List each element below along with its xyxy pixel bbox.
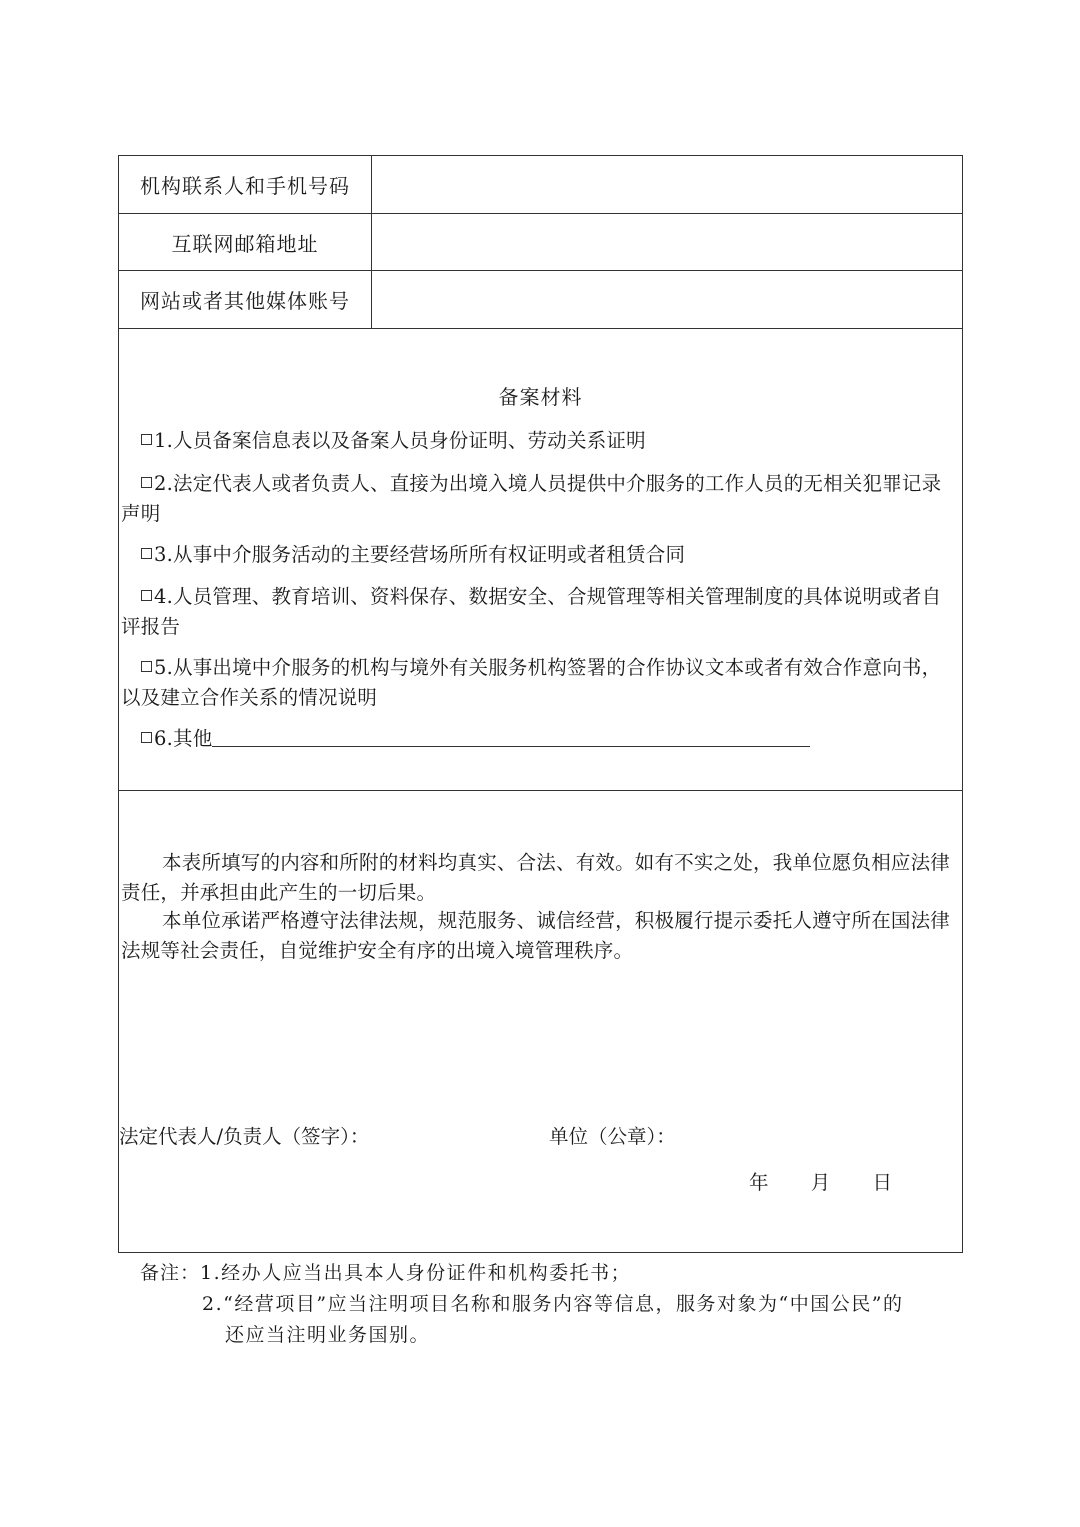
material-item — [121, 582, 957, 642]
unit-seal-label: 单位（公章）： — [549, 1125, 676, 1148]
material-item-text: 1.人员备案信息表以及备案人员身份证明、劳动关系证明 — [154, 429, 646, 452]
materials-title: 备案材料 — [498, 385, 583, 409]
remarks-section — [140, 1258, 960, 1351]
contact-person-field[interactable] — [372, 156, 962, 213]
date-row — [749, 1167, 928, 1195]
checkbox-icon[interactable] — [141, 434, 152, 445]
website-label: 网站或者其他媒体账号 — [119, 271, 372, 328]
material-item — [121, 426, 957, 456]
contact-person-label: 机构联系人和手机号码 — [119, 156, 372, 213]
representative-signature-label: 法定代表人/负责人（签字）： — [119, 1125, 370, 1148]
email-field[interactable] — [372, 214, 962, 270]
email-row — [119, 214, 962, 271]
material-item-text: 5.从事出境中介服务的机构与境外有关服务机构签署的合作协议文本或者有效合作意向书，以及建立合作关系的情况说明 — [121, 656, 942, 709]
remark-line — [140, 1258, 960, 1289]
remarks-label: 备注： — [140, 1262, 201, 1284]
material-item — [121, 469, 957, 529]
website-row — [119, 271, 962, 329]
date-month: 月 — [810, 1171, 831, 1194]
material-item-text: 2.法定代表人或者负责人、直接为出境入境人员提供中介服务的工作人员的无相关犯罪记录声明 — [121, 472, 942, 525]
material-item-text: 6.其他 — [154, 727, 213, 750]
website-field[interactable] — [372, 271, 962, 328]
date-year: 年 — [749, 1171, 769, 1194]
remark-line: 2.“经营项目”应当注明项目名称和服务内容等信息，服务对象为“中国公民”的 — [202, 1293, 904, 1315]
remark-text: 1.经办人应当出具本人身份证件和机构委托书； — [200, 1262, 632, 1284]
material-item-text: 3.从事中介服务活动的主要经营场所所有权证明或者租赁合同 — [154, 543, 686, 566]
material-item — [121, 540, 957, 570]
material-item-text: 4.人员管理、教育培训、资料保存、数据安全、合规管理等相关管理制度的具体说明或者自评报告 — [121, 585, 942, 638]
checkbox-icon[interactable] — [141, 661, 152, 672]
contact-person-row — [119, 156, 962, 214]
pledge-section — [119, 791, 962, 1254]
pledge-paragraph: 本单位承诺严格遵守法律法规，规范服务、诚信经营，积极履行提示委托人遵守所在国法律法规等社会责任，自觉维护安全有序的出境入境管理秩序。 — [121, 909, 951, 962]
material-item-other — [121, 724, 957, 754]
checkbox-icon[interactable] — [141, 590, 152, 601]
checkbox-icon[interactable] — [141, 477, 152, 488]
email-label: 互联网邮箱地址 — [119, 214, 372, 270]
pledge-paragraph: 本表所填写的内容和所附的材料均真实、合法、有效。如有不实之处，我单位愿负相应法律责任，并承担由此产生的一切后果。 — [121, 851, 951, 904]
date-day: 日 — [872, 1171, 892, 1194]
remark-line: 还应当注明业务国别。 — [225, 1324, 431, 1346]
checkbox-icon[interactable] — [141, 548, 152, 559]
other-fill-in-line[interactable] — [212, 724, 810, 747]
material-item — [121, 653, 957, 713]
filing-materials-section — [119, 329, 962, 791]
checkbox-icon[interactable] — [141, 732, 152, 743]
filing-form-table — [118, 155, 963, 1253]
